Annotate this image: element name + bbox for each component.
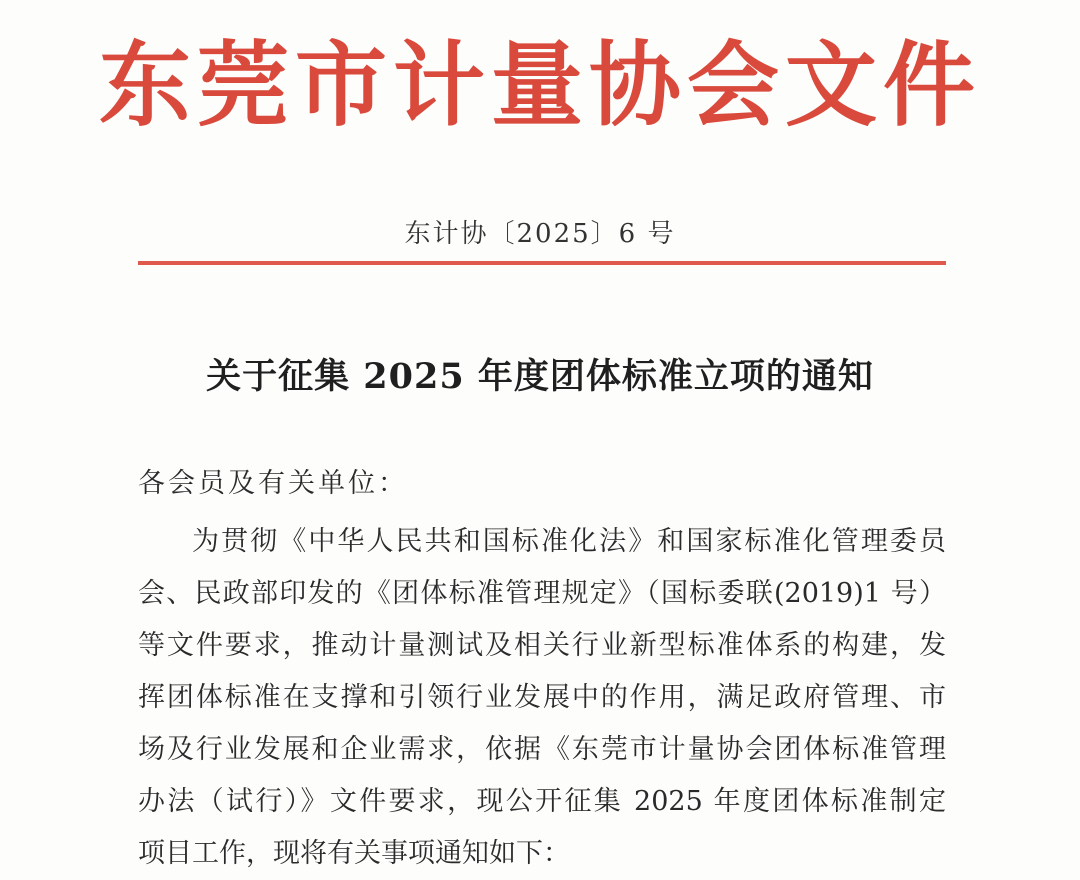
notice-title: 关于征集 2025 年度团体标准立项的通知 [206,356,874,397]
body-line: 项目工作，现将有关事项通知如下： [138,838,570,869]
body-line: 挥团体标准在支撑和引领行业发展中的作用，满足政府管理、市 [138,682,946,713]
body-line: 场及行业发展和企业需求，依据《东莞市计量协会团体标准管理 [138,734,946,765]
document-header-title: 东莞市计量协会文件 [98,31,981,139]
header-divider [138,261,946,265]
body-line: 为贯彻《中华人民共和国标准化法》和国家标准化管理委员 [192,526,946,557]
body-line: 会、民政部印发的《团体标准管理规定》（国标委联(2019)1 号） [138,578,946,609]
document-number: 东计协〔2025〕6 号 [404,219,676,249]
salutation: 各会员及有关单位： [138,468,408,499]
body-line: 办法（试行）》文件要求，现公开征集 2025 年度团体标准制定 [138,786,946,817]
body-line: 等文件要求，推动计量测试及相关行业新型标准体系的构建，发 [138,630,946,661]
